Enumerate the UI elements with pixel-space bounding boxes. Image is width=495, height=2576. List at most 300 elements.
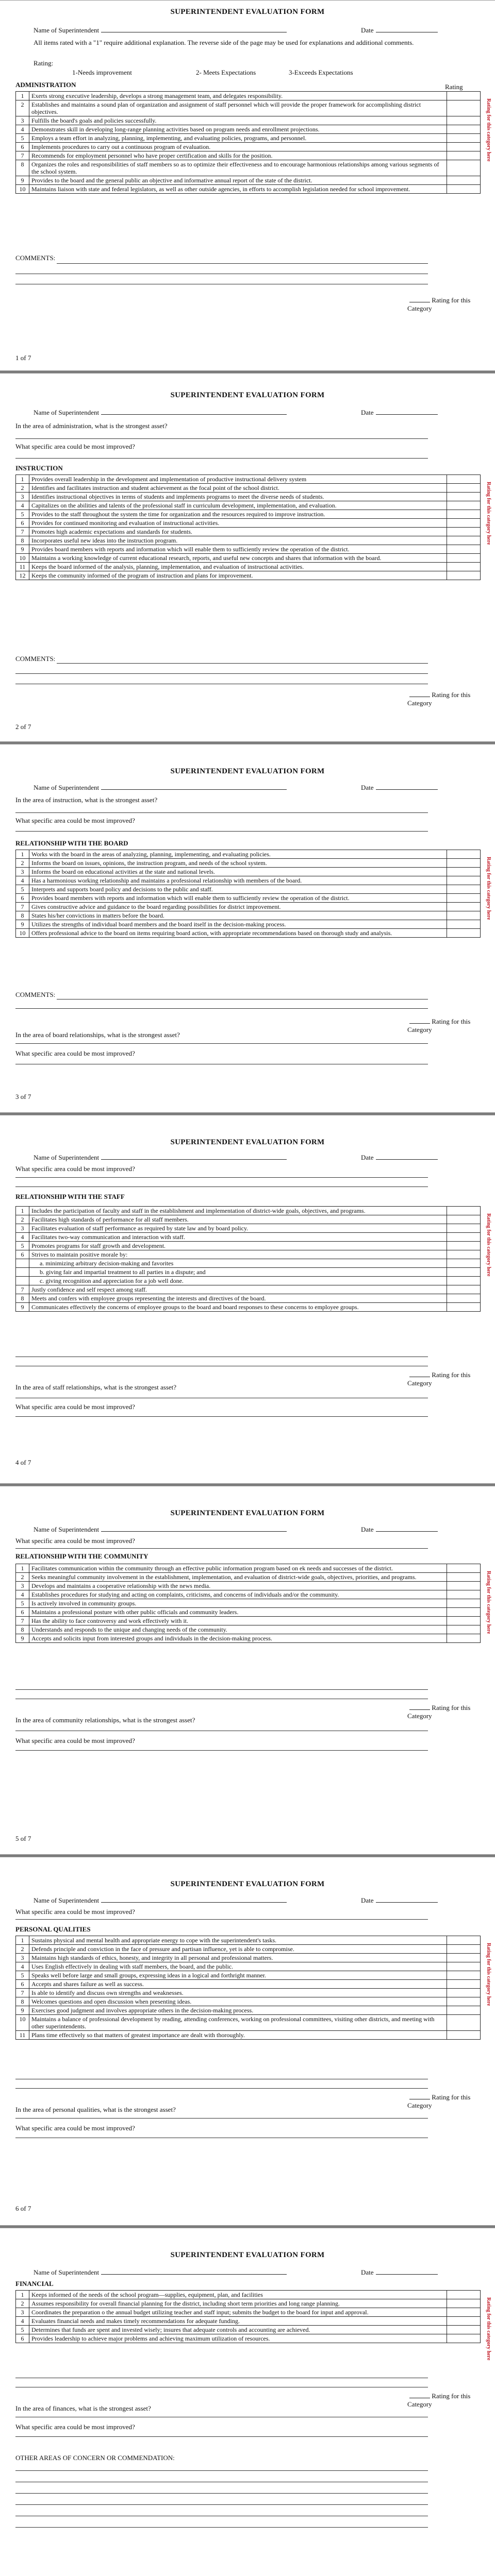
rating-scale-label: Rating: [34,59,54,67]
item-text: Demonstrates skill in developing long-range planning activities based on program needs and enrollment projections. [29,125,447,134]
item-number: 1 [16,1564,29,1573]
item-text: Keeps informed of the needs of the school program—supplies, equipment, plan, and facilities [29,2291,447,2299]
rating-cell[interactable] [447,125,481,134]
item-number [16,1268,29,1277]
answer-line[interactable] [15,1043,428,1044]
item-number: 2 [16,1573,29,1582]
item-number: 10 [16,554,29,563]
page-title: SUPERINTENDENT EVALUATION FORM [170,391,325,399]
section-heading: PERSONAL QUALITIES [15,1925,91,1933]
table-row [16,2299,481,2308]
answer-line[interactable] [15,2527,428,2528]
table-row [16,1277,481,1285]
item-text: Keeps the board informed of the analysis, planning, implementation, and evaluation of instructional activities. [29,563,447,571]
improvement-question: What specific area could be most improved? [15,2124,135,2132]
rating-cell[interactable] [447,1617,481,1625]
comments-label: COMMENTS: [15,254,56,262]
answer-line[interactable] [15,1919,428,1920]
table-row [16,528,481,536]
item-text: Speaks well before large and small groups, expressing ideas in a logical and forthright manner. [29,1971,447,1980]
item-subtext: a. minimizing arbitrary decision-making and favorites [29,1259,447,1268]
item-number: 2 [16,100,29,116]
item-text: Justly confidence and self respect among staff. [29,1285,447,1294]
item-number: 10 [16,929,29,938]
item-number: 8 [16,160,29,176]
item-number: 4 [16,1233,29,1242]
rating-cell[interactable] [447,1224,481,1233]
item-number: 5 [16,2326,29,2334]
answer-line[interactable] [15,1177,428,1178]
rating-cell[interactable] [447,2031,481,2040]
rating-cell[interactable] [447,1971,481,1980]
rating-cell[interactable] [447,1268,481,1277]
item-subtext: b. giving fair and impartial treatment to all parties in a dispute; and [29,1268,447,1277]
item-text: Maintains a balance of professional development by reading, attending conferences, working on professional committees, visiting other districts, and meeting with other superintendents. [29,2015,447,2031]
answer-line[interactable] [15,2436,428,2437]
item-text: Provides for continued monitoring and evaluation of instructional activities. [29,519,447,528]
rating-cell[interactable] [447,554,481,563]
date-field[interactable]: Date [361,2268,438,2277]
rating-cell[interactable] [447,1285,481,1294]
table-row [16,1215,481,1224]
item-number: 10 [16,185,29,194]
item-text: Facilitates high standards of performance for all staff members. [29,1215,447,1224]
table-row [16,1268,481,1277]
item-number: 3 [16,1582,29,1590]
rating-cell[interactable] [447,1207,481,1215]
item-text: Provides board members with reports and information which will enable them to sufficiently review the operation of the district. [29,894,447,903]
rating-cell[interactable] [447,2006,481,2015]
rating-cell[interactable] [447,1980,481,1989]
comment-line[interactable] [57,663,428,664]
rating-cell[interactable] [447,1590,481,1599]
superintendent-name-field[interactable]: Name of Superintendent [34,1896,287,1905]
side-note: Rating for this category here [486,1571,491,1634]
rating-cell[interactable] [447,1634,481,1643]
side-note: Rating for this category here [486,2297,491,2361]
item-text: Defends principle and conviction in the face of pressure and partisan influence, yet is able to compromise. [29,1945,447,1954]
item-number: 3 [16,868,29,876]
item-text: Works with the board in the areas of analyzing, planning, implementing, and evaluating policies. [29,850,447,859]
item-text: Identifies instructional objectives in terms of students and implements programs to meet the diverse needs of students. [29,493,447,501]
table-row [16,493,481,501]
item-number: 4 [16,2317,29,2326]
table-row [16,1599,481,1608]
rating-cell[interactable] [447,1608,481,1617]
item-text: Understands and responds to the unique and changing needs of the community. [29,1625,447,1634]
rating-cell[interactable] [447,1997,481,2006]
item-number: 6 [16,519,29,528]
answer-line[interactable] [15,2493,428,2494]
item-number: 4 [16,1962,29,1971]
item-text: Has the ability to face controversy and work effectively with it. [29,1617,447,1625]
answer-line[interactable] [15,1689,428,1690]
item-text: Provides to the staff throughout the system the time for organization and the resources required to improve instruction. [29,510,447,519]
rating-cell[interactable] [447,2308,481,2317]
rating-cell[interactable] [447,1259,481,1268]
page-number: 5 of 7 [15,1835,31,1842]
rating-column-header: Rating [445,83,463,91]
rating-cell[interactable] [447,929,481,938]
rating-cell[interactable] [447,151,481,160]
table-row [16,2291,481,2299]
table-row [16,903,481,911]
item-number: 11 [16,2031,29,2040]
section-heading: ADMINISTRATION [15,81,76,89]
answer-line[interactable] [15,438,428,439]
item-number: 8 [16,1294,29,1303]
section-heading: RELATIONSHIP WITH THE STAFF [15,1193,125,1200]
page-number: 1 of 7 [15,354,31,362]
rating-cell[interactable] [447,2326,481,2334]
item-number: 7 [16,903,29,911]
rating-cell[interactable] [447,510,481,519]
item-number: 8 [16,536,29,545]
rating-cell[interactable] [447,903,481,911]
table-row [16,1954,481,1962]
item-text: Offers professional advice to the board on items requiring board action, with appropriate recommendations based on thorough study and analysis. [29,929,447,938]
item-number: 5 [16,1599,29,1608]
page-title: SUPERINTENDENT EVALUATION FORM [170,1509,325,1517]
answer-line[interactable] [15,2088,428,2089]
rating-cell[interactable] [447,519,481,528]
date-field[interactable]: Date [361,784,438,792]
rating-cell[interactable] [447,484,481,493]
category-rating-field[interactable]: Rating for this Category [407,296,471,312]
item-number: 9 [16,2006,29,2015]
table-row [16,1285,481,1294]
item-subtext: c. giving recognition and appreciation for a job well done. [29,1277,447,1285]
item-number: 7 [16,1989,29,1997]
item-number: 6 [16,143,29,151]
item-number: 5 [16,885,29,894]
item-text: Facilitates two-way communication and interaction with staff. [29,1233,447,1242]
table-row [16,484,481,493]
item-number: 1 [16,1207,29,1215]
table-row [16,92,481,100]
category-rating-field[interactable]: Rating for this Category [407,1704,471,1720]
side-note: Rating for this category here [486,857,491,920]
item-number: 9 [16,545,29,554]
rating-cell[interactable] [447,1599,481,1608]
improvement-question: What specific area could be most improved? [15,1737,135,1744]
table-row [16,510,481,519]
date-field[interactable]: Date [361,409,438,417]
rating-cell[interactable] [447,134,481,143]
rating-cell[interactable] [447,1582,481,1590]
item-text: Interprets and supports board policy and decisions to the public and staff. [29,885,447,894]
form-page-4 [0,1115,495,1484]
rating-cell[interactable] [447,545,481,554]
page-title: SUPERINTENDENT EVALUATION FORM [170,1138,325,1146]
item-text: Organizes the roles and responsibilities of staff members so as to optimize their effectiveness and to encourage harmonious relationships among various segments of the school system. [29,160,447,176]
improvement-question: What specific area could be most improved? [15,817,135,824]
table-row [16,519,481,528]
item-number: 2 [16,1945,29,1954]
item-text: Facilitates evaluation of staff performance as required by state law and by board policy. [29,1224,447,1233]
table-row [16,1989,481,1997]
table-row [16,1634,481,1643]
table-row [16,1582,481,1590]
rating-cell[interactable] [447,2291,481,2299]
rating-cell[interactable] [447,1936,481,1945]
answer-line[interactable] [15,1548,428,1549]
answer-line[interactable] [15,2470,428,2471]
item-text: Accepts and solicits input from interested groups and individuals in the decision-making process. [29,1634,447,1643]
table-row [16,1997,481,2006]
item-text: Capitalizes on the abilities and talents of the professional staff in curriculum development, implementation, and evaluation. [29,501,447,510]
item-text: Exerts strong executive leadership, develops a strong management team, and delegates responsibility. [29,92,447,100]
rating-cell[interactable] [447,1564,481,1573]
date-field[interactable]: Date [361,26,438,35]
comment-line[interactable] [15,673,428,674]
form-page-3 [0,744,495,1113]
rating-cell[interactable] [447,920,481,929]
answer-line[interactable] [15,831,428,832]
answer-line[interactable] [15,2118,428,2119]
comment-line[interactable] [15,1008,428,1009]
side-note: Rating for this category here [486,1213,491,1277]
rating-cell[interactable] [447,1277,481,1285]
answer-line[interactable] [15,2504,428,2505]
date-field[interactable]: Date [361,1896,438,1905]
table-row [16,911,481,920]
date-field[interactable]: Date [361,1154,438,1162]
strongest-asset-question: In the area of staff relationships, what is the strongest asset? [15,1383,177,1391]
rating-cell[interactable] [447,1573,481,1582]
item-number: 6 [16,894,29,903]
item-text: Communicates effectively the concerns of employee groups to the board and board responses to these concerns to employee groups. [29,1303,447,1312]
comment-line[interactable] [57,263,428,264]
item-text: Promotes programs for staff growth and development. [29,1242,447,1250]
table-row [16,1625,481,1634]
category-rating-field[interactable]: Rating for this Category [407,2392,471,2408]
rating-cell[interactable] [447,1954,481,1962]
superintendent-name-field[interactable]: Name of Superintendent [34,2268,287,2277]
form-page-6 [0,1857,495,2226]
item-text: Provides to the board and the general public an objective and informative annual report of the state of the district. [29,176,447,185]
item-text: Informs the board on educational activities at the state and national levels. [29,868,447,876]
category-rating-field[interactable]: Rating for this Category [407,2093,471,2109]
rating-cell[interactable] [447,894,481,903]
answer-line[interactable] [15,1416,428,1417]
page-title: SUPERINTENDENT EVALUATION FORM [170,8,325,16]
item-text: Evaluates financial needs and makes timely recommendations for adequate funding. [29,2317,447,2326]
item-number: 8 [16,911,29,920]
answer-line[interactable] [15,1750,428,1751]
date-field[interactable]: Date [361,1526,438,1534]
strongest-asset-question: In the area of board relationships, what is the strongest asset? [15,1031,180,1039]
page-number: 3 of 7 [15,1093,31,1100]
rating-cell[interactable] [447,501,481,510]
item-number: 2 [16,2299,29,2308]
item-number: 7 [16,1617,29,1625]
table-row [16,1573,481,1582]
item-number: 7 [16,151,29,160]
table-row [16,176,481,185]
item-text: Assumes responsibility for overall financial planning for the district, including short term priorities and long range planning. [29,2299,447,2308]
item-text: Uses English effectively in dealing with staff members, the board, and the public. [29,1962,447,1971]
rating-cell[interactable] [447,1215,481,1224]
improvement-question: What specific area could be most improved? [15,443,135,450]
item-text: Includes the participation of faculty and staff in the establishment and implementation of district-wide goals, objectives, and programs. [29,1207,447,1215]
rating-cell[interactable] [447,475,481,484]
item-text: Promotes high academic expectations and standards for students. [29,528,447,536]
rating-cell[interactable] [447,493,481,501]
item-text: Identifies and facilitates instruction and student achievement as the focal point of the school district. [29,484,447,493]
page-number: 6 of 7 [15,2205,31,2212]
item-number: 9 [16,176,29,185]
item-number: 2 [16,484,29,493]
strongest-asset-question: In the area of finances, what is the strongest asset? [15,2404,151,2412]
form-page-7 [0,2228,495,2576]
rating-cell[interactable] [447,885,481,894]
table-row [16,151,481,160]
page-title: SUPERINTENDENT EVALUATION FORM [170,767,325,775]
rating-cell[interactable] [447,1233,481,1242]
superintendent-name-field[interactable]: Name of Superintendent [34,26,287,35]
table-row [16,850,481,859]
scale-exceeds-expectations: 3-Exceeds Expectations [289,69,353,76]
scale-needs-improvement: 1-Needs improvement [72,69,132,76]
page-title: SUPERINTENDENT EVALUATION FORM [170,2251,325,2259]
table-row [16,563,481,571]
table-row [16,2334,481,2343]
item-number: 3 [16,116,29,125]
rating-cell[interactable] [447,859,481,868]
rating-cell[interactable] [447,160,481,176]
item-number [16,1277,29,1285]
instruction-items-table [15,474,481,580]
item-text: Strives to maintain positive morale by: [29,1250,447,1259]
superintendent-name-field[interactable]: Name of Superintendent [34,409,287,417]
rating-cell[interactable] [447,911,481,920]
item-number: 9 [16,920,29,929]
item-number: 12 [16,571,29,580]
category-rating-field[interactable]: Rating for this Category [407,691,471,707]
item-text: Implements procedures to carry out a continuous program of evaluation. [29,143,447,151]
category-rating-field[interactable]: Rating for this Category [407,1371,471,1387]
table-row [16,868,481,876]
table-row [16,143,481,151]
item-text: Welcomes questions and open discussion when presenting ideas. [29,1997,447,2006]
table-row [16,1564,481,1573]
table-row [16,1259,481,1268]
rating-cell[interactable] [447,850,481,859]
scale-meets-expectations: 2- Meets Expectations [196,69,256,76]
rating-cell[interactable] [447,100,481,116]
financial-items-table [15,2290,481,2343]
item-number: 7 [16,1285,29,1294]
item-number: 1 [16,1936,29,1945]
item-text: Has a harmonious working relationship and maintains a professional relationship with members of the board. [29,876,447,885]
item-text: Employs a team effort in analyzing, planning, implementing, and evaluating policies, programs, and personnel. [29,134,447,143]
item-text: Provides board members with reports and information which will enable them to sufficiently review the operation of the district. [29,545,447,554]
rating-cell[interactable] [447,571,481,580]
item-text: Maintains liaison with state and federal legislators, as well as other outside agencies, in efforts to accomplish legislation needed for school improvement. [29,185,447,194]
improvement-question: What specific area could be most improved? [15,1403,135,1411]
item-text: Determines that funds are spent and invested wisely; insures that adequate controls and accounting are achieved. [29,2326,447,2334]
table-row [16,554,481,563]
item-number: 10 [16,2015,29,2031]
table-row [16,2326,481,2334]
table-row [16,2015,481,2031]
item-text: Gives constructive advice and guidance to the board regarding possibilities for district improvement. [29,903,447,911]
rating-cell[interactable] [447,868,481,876]
item-number: 6 [16,2334,29,2343]
superintendent-name-field[interactable]: Name of Superintendent [34,1154,287,1162]
item-number: 9 [16,1303,29,1312]
table-row [16,501,481,510]
table-row [16,1945,481,1954]
rating-cell[interactable] [447,1303,481,1312]
item-number: 9 [16,1634,29,1643]
rating-cell[interactable] [447,536,481,545]
item-text: Keeps the community informed of the program of instruction and plans for improvement. [29,571,447,580]
rating-cell[interactable] [447,2317,481,2326]
item-text: Accepts and shares failure as well as success. [29,1980,447,1989]
item-number: 6 [16,1250,29,1259]
rating-cell[interactable] [447,528,481,536]
rating-cell[interactable] [447,876,481,885]
table-row [16,885,481,894]
rating-cell[interactable] [447,1625,481,1634]
item-number: 1 [16,2291,29,2299]
answer-line[interactable] [15,458,428,459]
rating-cell[interactable] [447,143,481,151]
page-title: SUPERINTENDENT EVALUATION FORM [170,1880,325,1888]
side-note: Rating for this category here [486,482,491,545]
rating-cell[interactable] [447,2015,481,2031]
rating-cell[interactable] [447,1250,481,1259]
rating-cell[interactable] [447,1989,481,1997]
improvement-question: What specific area could be most improved? [15,2423,135,2431]
item-number: 1 [16,850,29,859]
rating-cell[interactable] [447,2299,481,2308]
rating-cell[interactable] [447,176,481,185]
rating-cell[interactable] [447,563,481,571]
item-text: Coordinates the preparation o the annual budget utilizing teacher and staff input; submits the budget to the board for input and approval. [29,2308,447,2317]
table-row [16,2308,481,2317]
superintendent-name-field[interactable]: Name of Superintendent [34,1526,287,1534]
answer-line[interactable] [15,812,428,813]
rating-cell[interactable] [447,1962,481,1971]
rating-cell[interactable] [447,1945,481,1954]
rating-cell[interactable] [447,2334,481,2343]
rating-cell[interactable] [447,185,481,194]
form-page-1 [0,0,495,371]
section-heading: FINANCIAL [15,2280,54,2287]
rating-cell[interactable] [447,116,481,125]
item-number [16,1259,29,1268]
rating-cell[interactable] [447,92,481,100]
superintendent-name-field[interactable]: Name of Superintendent [34,784,287,792]
item-number: 5 [16,134,29,143]
table-row [16,1250,481,1259]
table-row [16,100,481,116]
table-row [16,536,481,545]
table-row [16,545,481,554]
side-note: Rating for this category here [486,1943,491,2006]
category-rating-field[interactable]: Rating for this Category [407,1018,471,1033]
personal-qualities-table [15,1936,481,2040]
table-row [16,929,481,938]
table-row [16,185,481,194]
rating-cell[interactable] [447,1242,481,1250]
item-number: 7 [16,528,29,536]
rating-cell[interactable] [447,1294,481,1303]
item-text: Is actively involved in community groups. [29,1599,447,1608]
